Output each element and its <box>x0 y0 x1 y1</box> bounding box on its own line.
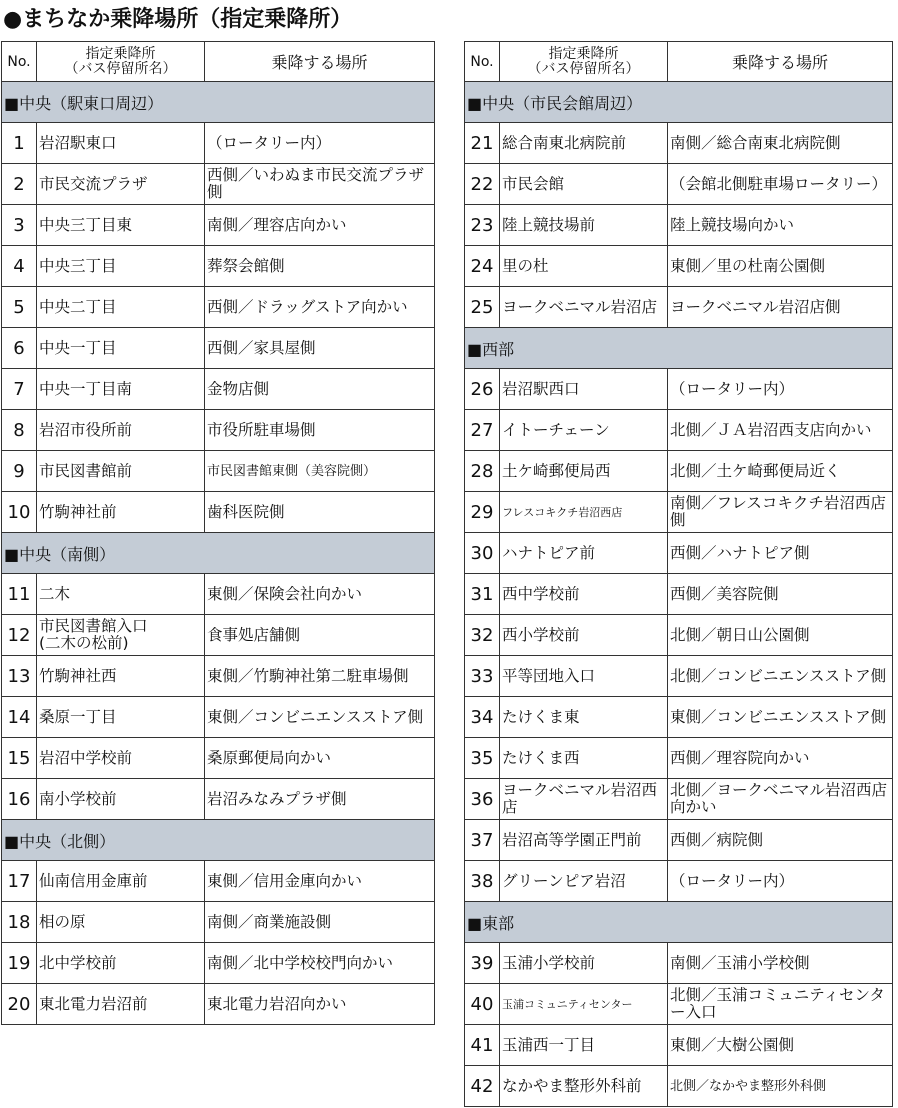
stop-number: 3 <box>2 205 37 246</box>
stop-name-text: イトーチェーン <box>502 420 610 439</box>
header-stop-line2: （バス停留所名） <box>527 60 640 77</box>
boarding-place: 東側／大樹公園側 <box>668 1025 893 1066</box>
stop-number: 40 <box>465 984 500 1025</box>
header-no: No. <box>2 42 37 82</box>
stop-name <box>500 697 668 738</box>
boarding-place: 北側／なかやま整形外科側 <box>668 1066 893 1107</box>
page-title: ●まちなか乗降場所（指定乗降所） <box>3 7 353 32</box>
boarding-place: （ロータリー内） <box>205 123 435 164</box>
stop-name <box>37 123 205 164</box>
stop-name <box>37 164 205 205</box>
boarding-place: 南側／フレスコキクチ岩沼西店側 <box>668 492 893 533</box>
header-stop-line2: （バス停留所名） <box>64 60 177 77</box>
table-row <box>2 861 435 902</box>
table-row <box>2 902 435 943</box>
stop-number: 29 <box>465 492 500 533</box>
boarding-place: 東北電力岩沼向かい <box>205 984 435 1025</box>
header-stop-line1: 指定乗降所 <box>548 45 619 62</box>
stop-name <box>500 123 668 164</box>
section-row <box>465 902 893 943</box>
boarding-place: 西側／理容院向かい <box>668 738 893 779</box>
stop-name <box>37 943 205 984</box>
table-row <box>465 246 893 287</box>
stop-name-text: 市民図書館入口 <box>39 617 148 635</box>
stop-number: 38 <box>465 861 500 902</box>
table-row <box>465 205 893 246</box>
table-row <box>465 369 893 410</box>
stop-name <box>37 984 205 1025</box>
boarding-place: 食事処店舗側 <box>205 615 435 656</box>
stop-name-text: 西小学校前 <box>502 625 580 644</box>
table-row <box>2 164 435 205</box>
boarding-place: 西側／美容院側 <box>668 574 893 615</box>
stop-number: 9 <box>2 451 37 492</box>
header-stop <box>500 42 668 82</box>
stop-number: 15 <box>2 738 37 779</box>
stop-name <box>37 451 205 492</box>
table-row <box>465 533 893 574</box>
stop-name <box>500 943 668 984</box>
table-row <box>465 164 893 205</box>
stop-name <box>37 656 205 697</box>
stop-name-text: グリーンピア岩沼 <box>502 871 626 890</box>
table-row <box>2 984 435 1025</box>
stop-name-sub: (二木の松前) <box>39 634 129 652</box>
boarding-place: 東側／竹駒神社第二駐車場側 <box>205 656 435 697</box>
table-row <box>2 574 435 615</box>
stop-name-text: 中央三丁目 <box>39 256 117 275</box>
stop-name-text: 市民会館 <box>502 174 565 193</box>
boarding-place: 北側／朝日山公園側 <box>668 615 893 656</box>
stop-number: 17 <box>2 861 37 902</box>
stop-number: 6 <box>2 328 37 369</box>
table-row <box>2 328 435 369</box>
stop-name <box>500 1066 668 1107</box>
stop-name <box>37 574 205 615</box>
boarding-place: 北側／玉浦コミュニティセンター入口 <box>668 984 893 1025</box>
stop-number: 37 <box>465 820 500 861</box>
boarding-place: 葬祭会館側 <box>205 246 435 287</box>
table-row <box>465 1066 893 1107</box>
stop-name <box>37 205 205 246</box>
boarding-place: 金物店側 <box>205 369 435 410</box>
stop-name <box>500 779 668 820</box>
stop-name <box>37 902 205 943</box>
section-row <box>2 820 435 861</box>
stop-name-text: 北中学校前 <box>39 953 117 972</box>
table-row <box>2 656 435 697</box>
table-row <box>2 123 435 164</box>
stop-name-text: 相の原 <box>39 912 86 931</box>
stop-name <box>500 205 668 246</box>
table-row <box>465 738 893 779</box>
stop-number: 41 <box>465 1025 500 1066</box>
stop-name <box>500 451 668 492</box>
boarding-place: 西側／ハナトピア側 <box>668 533 893 574</box>
stop-name-text: 岩沼市役所前 <box>39 420 133 439</box>
section-label: ■中央（市民会館周辺） <box>465 82 893 123</box>
stop-number: 23 <box>465 205 500 246</box>
stop-number: 16 <box>2 779 37 820</box>
stop-name-text: 桑原一丁目 <box>39 707 117 726</box>
stop-name-text: 西中学校前 <box>502 584 580 603</box>
stop-name <box>37 738 205 779</box>
stop-number: 4 <box>2 246 37 287</box>
section-label: ■中央（南側） <box>2 533 435 574</box>
boarding-place: 東側／信用金庫向かい <box>205 861 435 902</box>
stop-number: 20 <box>2 984 37 1025</box>
boarding-place: 南側／玉浦小学校側 <box>668 943 893 984</box>
stop-name <box>37 779 205 820</box>
stop-name <box>37 410 205 451</box>
stop-number: 25 <box>465 287 500 328</box>
boarding-place: 南側／北中学校校門向かい <box>205 943 435 984</box>
section-row <box>465 328 893 369</box>
stop-name <box>500 246 668 287</box>
stop-name-text: 土ケ崎郵便局西 <box>502 461 611 480</box>
section-label: ■東部 <box>465 902 893 943</box>
table-row <box>465 410 893 451</box>
stop-number: 1 <box>2 123 37 164</box>
stop-name-text: フレスコキクチ岩沼西店 <box>502 505 623 519</box>
table-row <box>465 656 893 697</box>
boarding-place: 北側／ヨークベニマル岩沼西店向かい <box>668 779 893 820</box>
table-row <box>2 451 435 492</box>
stop-number: 39 <box>465 943 500 984</box>
stop-number: 24 <box>465 246 500 287</box>
stop-name <box>500 410 668 451</box>
stop-name <box>500 1025 668 1066</box>
boarding-place: 歯科医院側 <box>205 492 435 533</box>
stop-number: 32 <box>465 615 500 656</box>
stop-name <box>500 287 668 328</box>
stop-name-text: 中央一丁目 <box>39 338 117 357</box>
table-row <box>465 492 893 533</box>
table-header-row <box>465 42 893 82</box>
stop-name-text: 東北電力岩沼前 <box>39 994 148 1013</box>
stop-number: 33 <box>465 656 500 697</box>
stop-name-text: 岩沼高等学園正門前 <box>502 830 642 849</box>
table-row <box>465 1025 893 1066</box>
stop-name-text: 二木 <box>39 584 71 603</box>
stop-name <box>37 861 205 902</box>
stop-name-text: 岩沼駅西口 <box>502 379 580 398</box>
stop-name-text: なかやま整形外科前 <box>502 1076 642 1095</box>
stop-number: 42 <box>465 1066 500 1107</box>
stop-name-text: 玉浦西一丁目 <box>502 1035 596 1054</box>
stop-number: 36 <box>465 779 500 820</box>
table-row <box>2 779 435 820</box>
section-label: ■中央（駅東口周辺） <box>2 82 435 123</box>
section-row <box>2 82 435 123</box>
boarding-place: ヨークベニマル岩沼店側 <box>668 287 893 328</box>
stop-number: 35 <box>465 738 500 779</box>
boarding-place: 東側／保険会社向かい <box>205 574 435 615</box>
boarding-place: 東側／コンビニエンスストア側 <box>205 697 435 738</box>
table-row <box>2 246 435 287</box>
stop-name-text: 玉浦小学校前 <box>502 953 596 972</box>
table-row <box>465 287 893 328</box>
boarding-place: 桑原郵便局向かい <box>205 738 435 779</box>
stop-number: 22 <box>465 164 500 205</box>
table-row <box>465 984 893 1025</box>
section-row <box>465 82 893 123</box>
stop-name-text: 岩沼中学校前 <box>39 748 133 767</box>
stop-number: 19 <box>2 943 37 984</box>
header-stop-line1: 指定乗降所 <box>85 45 156 62</box>
stop-number: 18 <box>2 902 37 943</box>
stop-name-text: 竹駒神社西 <box>39 666 117 685</box>
stop-number: 10 <box>2 492 37 533</box>
stop-number: 28 <box>465 451 500 492</box>
boarding-place: 西側／病院側 <box>668 820 893 861</box>
stop-name <box>500 533 668 574</box>
stop-name <box>500 164 668 205</box>
stop-name <box>500 656 668 697</box>
stop-name <box>37 615 205 656</box>
header-place: 乗降する場所 <box>205 42 435 82</box>
table-row <box>2 205 435 246</box>
table-row <box>2 369 435 410</box>
stop-number: 7 <box>2 369 37 410</box>
stop-number: 30 <box>465 533 500 574</box>
section-label: ■西部 <box>465 328 893 369</box>
stop-number: 14 <box>2 697 37 738</box>
section-row <box>2 533 435 574</box>
stop-number: 21 <box>465 123 500 164</box>
stop-name <box>500 820 668 861</box>
table-row <box>465 697 893 738</box>
stop-number: 12 <box>2 615 37 656</box>
stop-number: 13 <box>2 656 37 697</box>
table-row <box>465 779 893 820</box>
stop-number: 26 <box>465 369 500 410</box>
stop-name <box>37 492 205 533</box>
stop-name-text: 里の杜 <box>502 256 549 275</box>
table-row <box>465 451 893 492</box>
table-header-row <box>2 42 435 82</box>
left-stop-table <box>1 41 435 1025</box>
stop-number: 34 <box>465 697 500 738</box>
stop-name <box>37 369 205 410</box>
table-row <box>2 410 435 451</box>
stop-name-text: 平等団地入口 <box>502 666 596 685</box>
table-row <box>465 615 893 656</box>
stop-name-text: 玉浦コミュニティセンター <box>502 997 633 1011</box>
stop-name <box>500 574 668 615</box>
stop-number: 2 <box>2 164 37 205</box>
table-row <box>465 820 893 861</box>
stop-name-text: 中央三丁目東 <box>39 215 133 234</box>
stop-number: 8 <box>2 410 37 451</box>
boarding-place: 東側／里の杜南公園側 <box>668 246 893 287</box>
boarding-place: 北側／ＪＡ岩沼西支店向かい <box>668 410 893 451</box>
boarding-place: （会館北側駐車場ロータリー） <box>668 164 893 205</box>
boarding-place: 北側／コンビニエンスストア側 <box>668 656 893 697</box>
boarding-place: 陸上競技場向かい <box>668 205 893 246</box>
boarding-place: 市民図書館東側（美容院側） <box>205 451 435 492</box>
stop-name <box>500 984 668 1025</box>
stop-name <box>500 861 668 902</box>
stop-number: 5 <box>2 287 37 328</box>
stop-name <box>37 287 205 328</box>
stop-number: 31 <box>465 574 500 615</box>
table-row <box>465 123 893 164</box>
stop-name-text: ハナトピア前 <box>502 543 596 562</box>
stop-name-text: 市民交流プラザ <box>39 174 148 193</box>
stop-name-text: ヨークベニマル岩沼店 <box>502 297 658 316</box>
stop-number: 27 <box>465 410 500 451</box>
header-stop <box>37 42 205 82</box>
stop-name <box>37 697 205 738</box>
boarding-place: 北側／土ケ崎郵便局近く <box>668 451 893 492</box>
boarding-place: 岩沼みなみプラザ側 <box>205 779 435 820</box>
stop-number: 11 <box>2 574 37 615</box>
boarding-place: 西側／いわぬま市民交流プラザ側 <box>205 164 435 205</box>
stop-name-text: 岩沼駅東口 <box>39 133 117 152</box>
header-place: 乗降する場所 <box>668 42 893 82</box>
right-stop-table <box>464 41 893 1107</box>
section-label: ■中央（北側） <box>2 820 435 861</box>
stop-name-text: 陸上競技場前 <box>502 215 596 234</box>
stop-name <box>500 369 668 410</box>
boarding-place: （ロータリー内） <box>668 861 893 902</box>
table-row <box>2 287 435 328</box>
table-row <box>2 738 435 779</box>
stop-name-text: 市民図書館前 <box>39 461 133 480</box>
stop-name-text: 南小学校前 <box>39 789 117 808</box>
stop-name <box>500 492 668 533</box>
table-row <box>2 615 435 656</box>
stop-name-text: ヨークベニマル岩沼西店 <box>502 781 658 816</box>
boarding-place: 南側／理容店向かい <box>205 205 435 246</box>
boarding-place: 東側／コンビニエンスストア側 <box>668 697 893 738</box>
header-no: No. <box>465 42 500 82</box>
table-row <box>2 492 435 533</box>
boarding-place: 南側／商業施設側 <box>205 902 435 943</box>
stop-name-text: 仙南信用金庫前 <box>39 871 148 890</box>
boarding-place: 南側／総合南東北病院側 <box>668 123 893 164</box>
stop-name-text: たけくま西 <box>502 748 580 767</box>
table-row <box>465 861 893 902</box>
stop-name-text: 中央一丁目南 <box>39 379 133 398</box>
stop-name-text: 竹駒神社前 <box>39 502 117 521</box>
boarding-place: 西側／ドラッグストア向かい <box>205 287 435 328</box>
boarding-place: 西側／家具屋側 <box>205 328 435 369</box>
table-row <box>2 943 435 984</box>
table-row <box>2 697 435 738</box>
table-row <box>465 943 893 984</box>
table-row <box>465 574 893 615</box>
stop-name <box>37 328 205 369</box>
stop-name <box>500 615 668 656</box>
stop-name-text: たけくま東 <box>502 707 580 726</box>
stop-name-text: 中央二丁目 <box>39 297 117 316</box>
boarding-place: 市役所駐車場側 <box>205 410 435 451</box>
stop-name <box>500 738 668 779</box>
stop-name-text: 総合南東北病院前 <box>502 133 627 152</box>
stop-name <box>37 246 205 287</box>
boarding-place: （ロータリー内） <box>668 369 893 410</box>
